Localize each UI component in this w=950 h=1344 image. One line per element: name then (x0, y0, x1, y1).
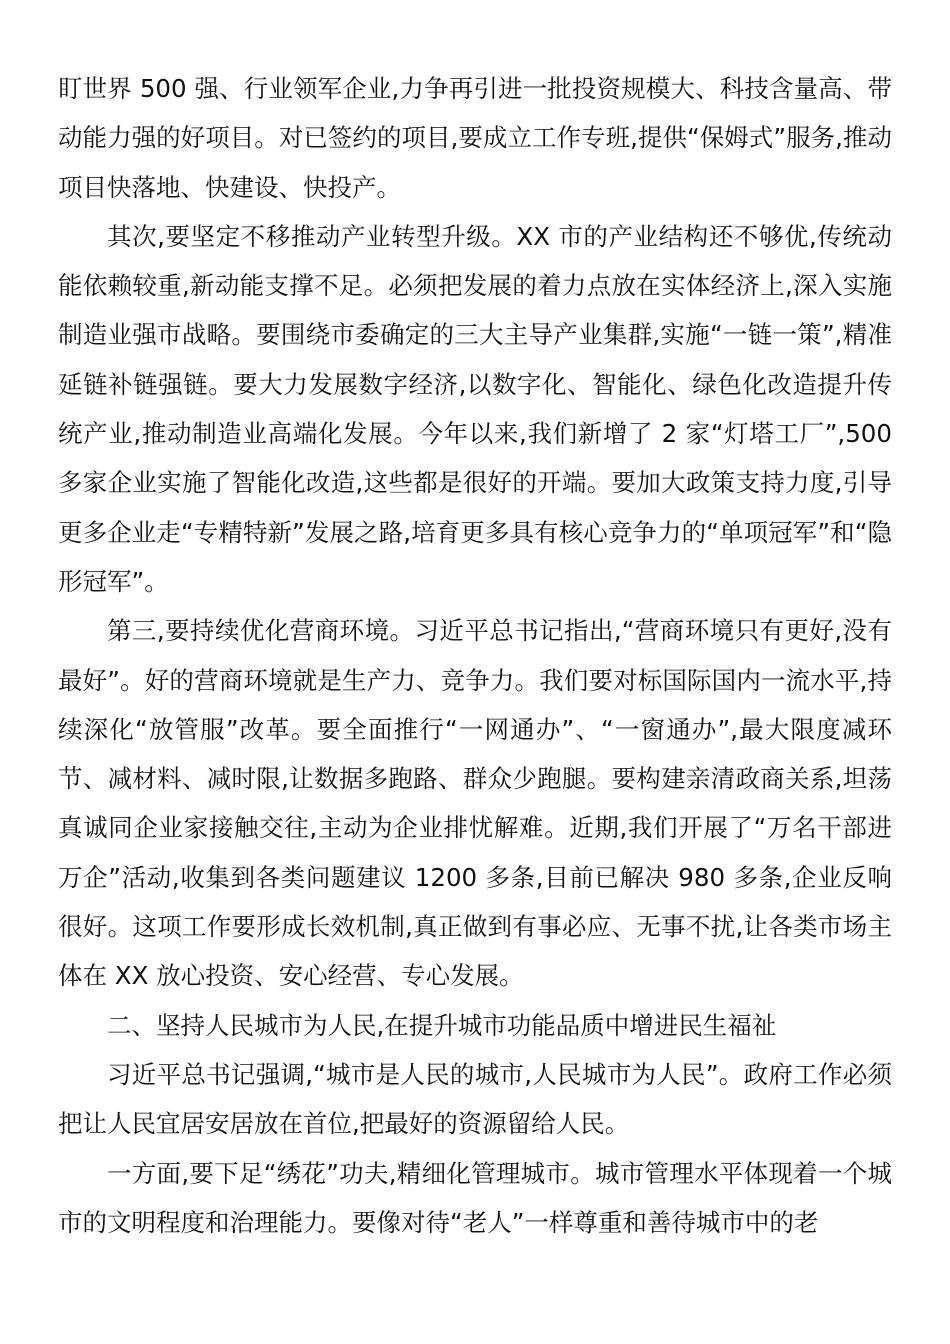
paragraph-business-environment: 第三,要持续优化营商环境。习近平总书记指出,“营商环境只有更好,没有最好”。好的营商环境就是生产力、竞争力。我们要对标国际国内一流水平,持续深化“放管服”改革。要全面推行“一网通办”、“一窗通办”,最大限度减环节、减材料、减时限,让数据多跑路、群众少跑腿。要构建亲清政商关系,坦荡真诚同企业家接触交往,主动为企业排忧解难。近期,我们开展了“万名干部进万企”活动,收集到各类问题建议 1200 多条,目前已解决 980 多条,企业反响很好。这项工作要形成长效机制,真正做到有事必应、无事不扰,让各类市场主体在 XX 放心投资、安心经营、专心发展。 (58, 616, 892, 991)
paragraph-quote-city: 习近平总书记强调,“城市是人民的城市,人民城市为人民”。政府工作必须把让人民宜居安居放在首位,把最好的资源留给人民。 (58, 1059, 892, 1139)
section-heading-people-city: 二、坚持人民城市为人民,在提升城市功能品质中增进民生福祉 (107, 1010, 777, 1040)
paragraph-continued: 盯世界 500 强、行业领军企业,力争再引进一批投资规模大、科技含量高、带动能力强的好项目。对已签约的项目,要成立工作专班,提供“保姆式”服务,推动项目快落地、快建设、快投产。 (58, 74, 892, 202)
document-body (58, 64, 892, 1247)
paragraph-industrial-upgrade: 其次,要坚定不移推动产业转型升级。XX 市的产业结构还不够优,传统动能依赖较重,新动能支撑不足。必须把发展的着力点放在实体经济上,深入实施制造业强市战略。要围绕市委确定的三大主导产业集群,实施“一链一策”,精准延链补链强链。要大力发展数字经济,以数字化、智能化、绿色化改造提升传统产业,推动制造业高端化发展。今年以来,我们新增了 2 家“灯塔工厂”,500 多家企业实施了智能化改造,这些都是很好的开端。要加大政策支持力度,引导更多企业走“专精特新”发展之路,培育更多具有核心竞争力的“单项冠军”和“隐形冠军”。 (58, 221, 892, 596)
paragraph-city-management: 一方面,要下足“绣花”功夫,精细化管理城市。城市管理水平体现着一个城市的文明程度和治理能力。要像对待“老人”一样尊重和善待城市中的老 (58, 1158, 892, 1237)
